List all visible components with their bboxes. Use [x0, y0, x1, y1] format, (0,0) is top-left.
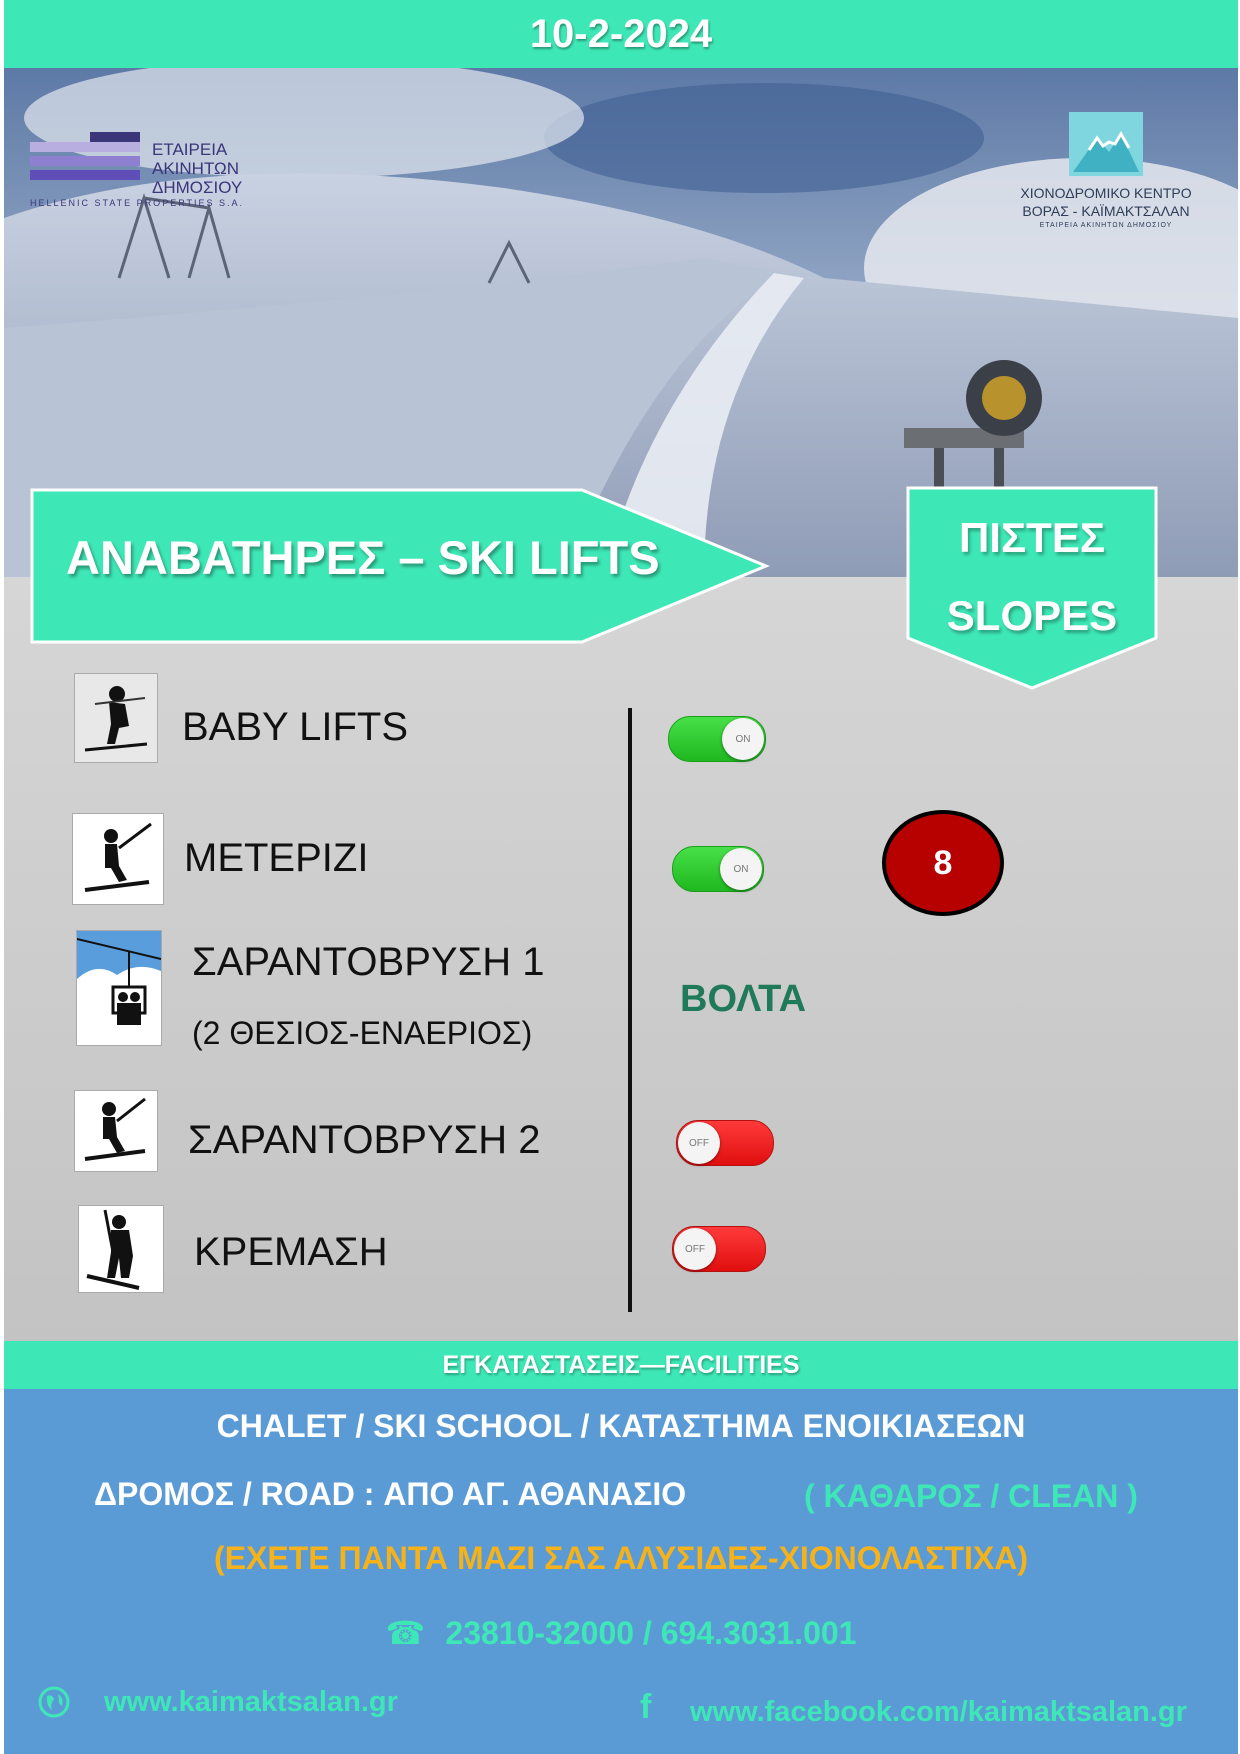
status-toggle-off [676, 1120, 774, 1166]
logo-left-line3: ΔΗΜΟΣΙΟΥ [152, 178, 243, 197]
slopes-title-en: SLOPES [946, 592, 1118, 639]
skier-icon [74, 673, 158, 763]
logo-left-line1: ΕΤΑΙΡΕΙΑ [152, 140, 228, 159]
phone-numbers[interactable]: 23810-32000 / 694.3031.001 [445, 1615, 857, 1651]
lift-name: BABY LIFTS [182, 705, 409, 749]
slopes-count-value: 8 [933, 843, 953, 882]
facebook-link[interactable]: www.facebook.com/kaimaktsalan.gr [690, 1696, 1187, 1728]
logo-right-line1: ΧΙΟΝΟΔΡΟΜΙΚΟ ΚΕΝΤΡΟ [1020, 185, 1192, 201]
status-panel [4, 577, 1238, 1341]
toggle-knob: ON [720, 848, 762, 890]
chains-warning: (ΕΧΕΤΕ ΠΑΝΤΑ ΜΑΖΙ ΣΑΣ ΑΛΥΣΙΔΕΣ-ΧΙΟΝΟΛΑΣΤΙΧΑ) [214, 1540, 1028, 1576]
hellenic-state-properties-logo [30, 132, 270, 212]
facebook-icon: f [640, 1688, 652, 1726]
lift-status-text: ΒΟΛΤΑ [680, 978, 807, 1020]
open-slopes-count [882, 810, 1004, 916]
kaimaktsalan-logo [1006, 112, 1206, 232]
tbar-lift-icon [72, 813, 164, 905]
facilities-list: CHALET / SKI SCHOOL / ΚΑΤΑΣΤΗΜΑ ΕΝΟΙΚΙΑΣΕΩΝ [216, 1408, 1026, 1444]
website-link[interactable]: www.kaimaktsalan.gr [104, 1686, 398, 1718]
lift-subtitle: (2 ΘΕΣΙΟΣ-ΕΝΑΕΡΙΟΣ) [192, 1015, 533, 1051]
status-toggle-off [672, 1226, 766, 1272]
phone-line [4, 1614, 1238, 1652]
logo-right-line2: ΒΟΡΑΣ - ΚΑΪΜΑΚΤΣΑΛΑΝ [1022, 203, 1190, 219]
facilities-banner [4, 1341, 1238, 1389]
date-banner [4, 0, 1238, 68]
poma-lift-icon [78, 1205, 164, 1293]
logo-left-line2: ΑΚΙΝΗΤΩΝ [152, 159, 240, 178]
globe-icon [38, 1686, 70, 1718]
chairlift-icon [76, 930, 162, 1046]
toggle-knob: OFF [674, 1228, 716, 1270]
status-toggle-on [672, 846, 764, 892]
date-text: 10-2-2024 [529, 11, 713, 56]
phone-icon: ☎ [385, 1615, 426, 1651]
lift-name: ΣΑΡΑΝΤΟΒΡΥΣΗ 2 [188, 1118, 541, 1162]
slopes-title-gr: ΠΙΣΤΕΣ [958, 514, 1106, 561]
road-info: ΔΡΟΜΟΣ / ROAD : ΑΠΟ ΑΓ. ΑΘΑΝΑΣΙΟ [94, 1476, 687, 1512]
tbar-lift-icon [74, 1090, 158, 1172]
toggle-knob: ON [722, 718, 764, 760]
lift-name: ΜΕΤΕΡΙΖΙ [184, 836, 369, 880]
road-status: ( ΚΑΘΑΡΟΣ / CLEAN ) [804, 1478, 1138, 1514]
toggle-knob: OFF [678, 1122, 720, 1164]
mountain-icon [1069, 112, 1143, 176]
column-divider [628, 708, 632, 1312]
logo-left-sub: HELLENIC STATE PROPERTIES S.A. [30, 198, 245, 208]
status-toggle-on [668, 716, 766, 762]
facilities-title: ΕΓΚΑΤΑΣΤΑΣΕΙΣ—FACILITIES [442, 1350, 800, 1379]
ski-lifts-title: ΑΝΑΒΑΤΗΡΕΣ – SKI LIFTS [66, 531, 660, 584]
lift-name: ΣΑΡΑΝΤΟΒΡΥΣΗ 1 [192, 940, 545, 984]
logo-right-line3: ΕΤΑΙΡΕΙΑ ΑΚΙΝΗΤΩΝ ΔΗΜΟΣΙΟΥ [1039, 222, 1173, 229]
lift-name: ΚΡΕΜΑΣΗ [194, 1230, 388, 1274]
